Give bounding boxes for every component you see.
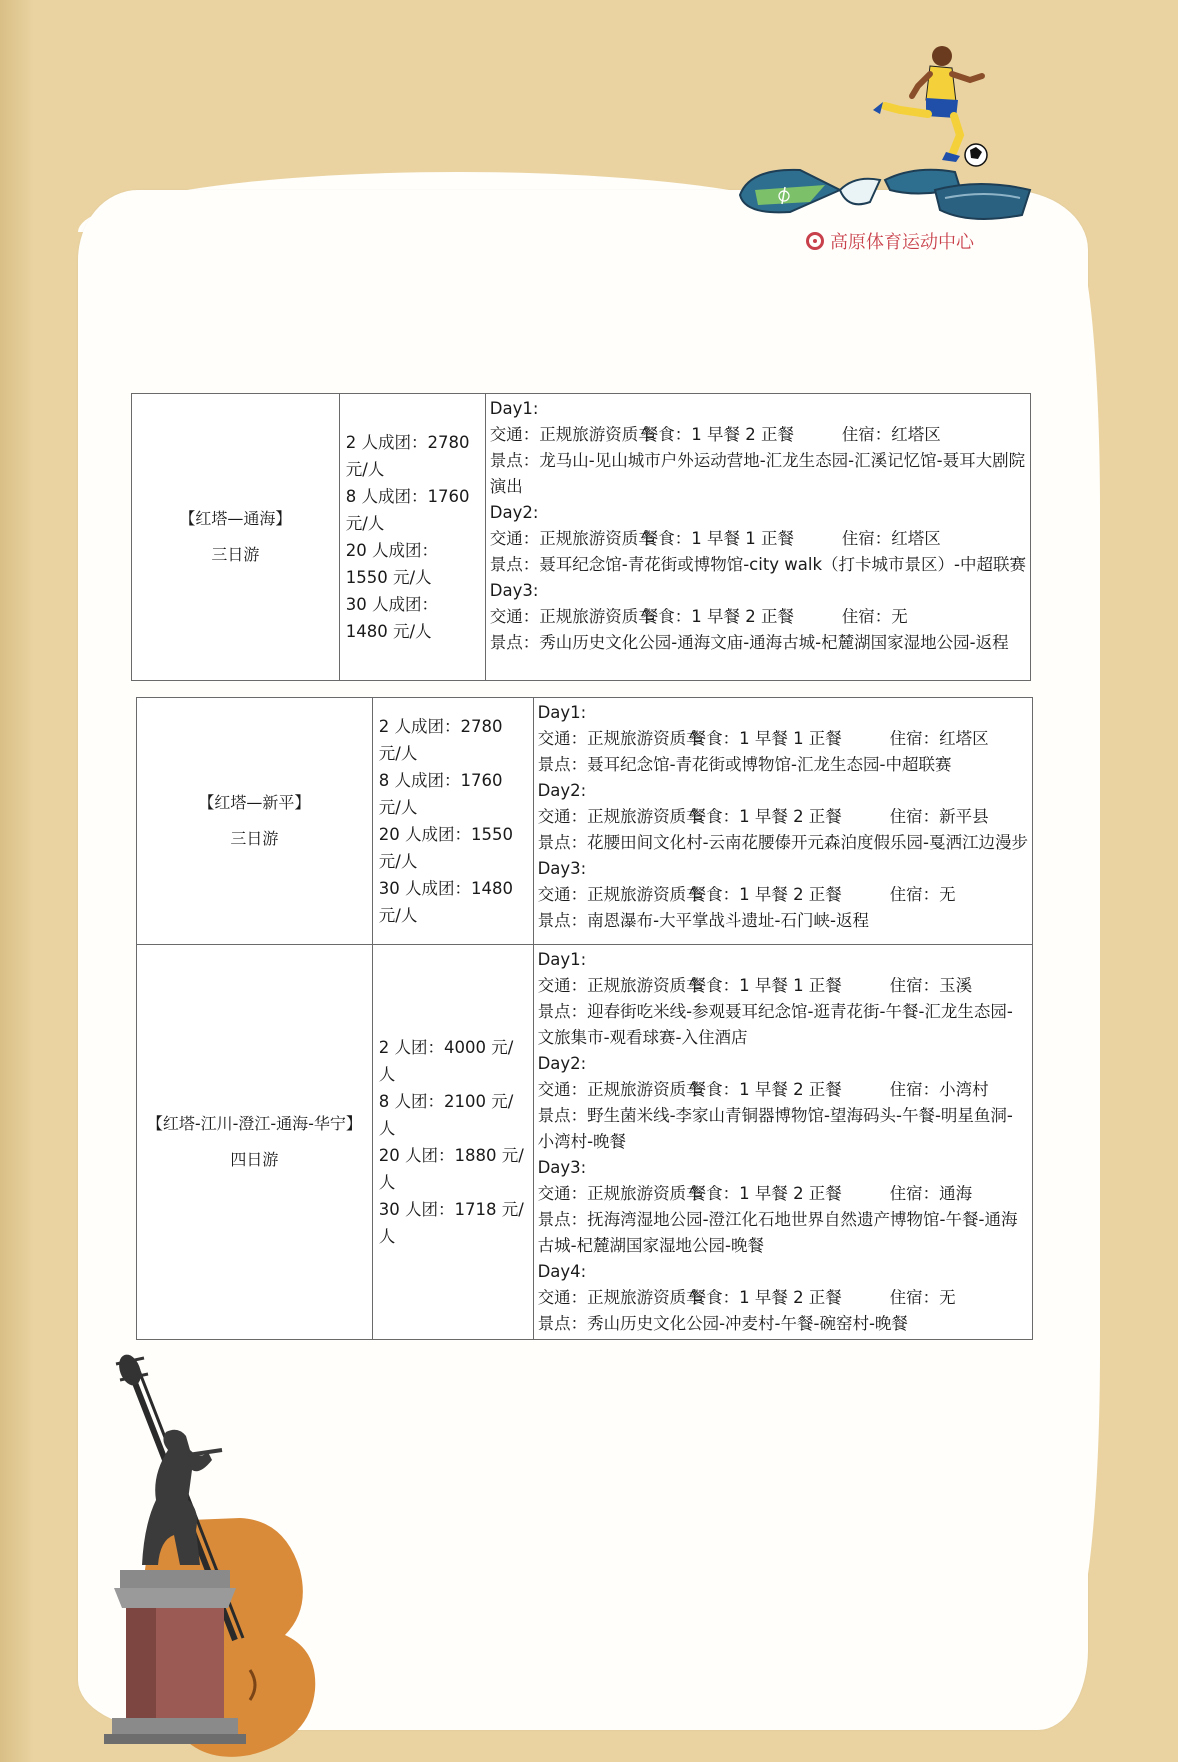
price-tier: 2 人成团：2780 元/人 xyxy=(378,717,503,763)
transport-info: 交通：正规旅游资质车 xyxy=(537,807,703,826)
meals-info: 餐食：1 早餐 1 正餐 xyxy=(689,729,842,748)
stay-info: 住宿：红塔区 xyxy=(841,425,941,444)
meals-info: 餐食：1 早餐 2 正餐 xyxy=(689,807,842,826)
footballer-icon xyxy=(873,46,987,166)
meals-info: 餐食：1 早餐 2 正餐 xyxy=(689,1184,842,1203)
stay-info: 住宿：玉溪 xyxy=(889,976,973,995)
transport-info: 交通：正规旅游资质车 xyxy=(537,729,703,748)
day-label: Day3: xyxy=(537,1158,587,1177)
meals-info: 餐食：1 早餐 1 正餐 xyxy=(689,976,842,995)
transport-info: 交通：正规旅游资质车 xyxy=(537,1080,703,1099)
sights-info: 景点：花腰田间文化村-云南花腰傣开元森泊度假乐园-戛洒江边漫步 xyxy=(537,833,1028,852)
paper-edge-right xyxy=(1040,230,1100,1630)
stay-info: 住宿：红塔区 xyxy=(841,529,941,548)
price-tier: 30 人成团：1480 元/人 xyxy=(345,595,438,641)
price-tier: 8 人成团：1760 元/人 xyxy=(345,487,470,533)
tour-table-1 xyxy=(131,393,1031,681)
day-label: Day3: xyxy=(489,581,539,600)
tour-itinerary-cell xyxy=(533,698,1032,945)
price-tier: 8 人成团：1760 元/人 xyxy=(378,771,503,817)
price-tier: 30 人成团：1480 元/人 xyxy=(378,879,514,925)
stay-info: 住宿：无 xyxy=(889,885,956,904)
tour-duration: 三日游 xyxy=(230,829,279,848)
price-tier: 2 人成团：2780 元/人 xyxy=(345,433,470,479)
stay-info: 住宿：通海 xyxy=(889,1184,973,1203)
transport-info: 交通：正规旅游资质车 xyxy=(489,607,655,626)
tour-itinerary-cell xyxy=(533,945,1032,1340)
stay-info: 住宿：无 xyxy=(889,1288,956,1307)
stay-info: 住宿：红塔区 xyxy=(889,729,989,748)
transport-info: 交通：正规旅游资质车 xyxy=(537,1184,703,1203)
tour-name-cell xyxy=(137,945,373,1340)
day-label: Day3: xyxy=(537,859,587,878)
location-pin-icon xyxy=(806,232,824,250)
sights-info: 景点：秀山历史文化公园-冲麦村-午餐-碗窑村-晚餐 xyxy=(537,1314,908,1333)
price-tier: 20 人成团：1550 元/人 xyxy=(345,541,438,587)
tour-price-cell xyxy=(372,945,533,1340)
violinist-statue-illustration xyxy=(100,1340,340,1760)
location-label: 高原体育运动中心 xyxy=(830,232,974,253)
sights-info: 景点：聂耳纪念馆-青花街或博物馆-汇龙生态园-中超联赛 xyxy=(537,755,952,774)
price-tier: 8 人团：2100 元/人 xyxy=(378,1092,514,1138)
tour-table-2 xyxy=(136,697,1033,1340)
tour-price-cell xyxy=(339,394,485,681)
stadium-icon xyxy=(740,170,1030,219)
sights-info: 景点：龙马山-见山城市户外运动营地-汇龙生态园-汇溪记忆馆-聂耳大剧院演出 xyxy=(489,451,1026,496)
location-tag xyxy=(806,228,974,254)
meals-info: 餐食：1 早餐 2 正餐 xyxy=(689,1288,842,1307)
table-row xyxy=(137,698,1033,945)
tour-name: 【红塔-江川-澄江-通海-华宁】 xyxy=(146,1114,362,1133)
transport-info: 交通：正规旅游资质车 xyxy=(537,1288,703,1307)
page-fold-shade xyxy=(0,0,34,1762)
tour-name-cell xyxy=(132,394,340,681)
table-row xyxy=(137,945,1033,1340)
table-row xyxy=(132,394,1031,681)
sights-info: 景点：迎春街吃米线-参观聂耳纪念馆-逛青花街-午餐-汇龙生态园-文旅集市-观看球赛-入住酒店 xyxy=(537,1002,1013,1047)
tour-name-cell xyxy=(137,698,373,945)
sights-info: 景点：聂耳纪念馆-青花街或博物馆-city walk（打卡城市景区）-中超联赛 xyxy=(489,555,1026,574)
meals-info: 餐食：1 早餐 2 正餐 xyxy=(689,1080,842,1099)
transport-info: 交通：正规旅游资质车 xyxy=(537,885,703,904)
day-label: Day4: xyxy=(537,1262,587,1281)
day-label: Day2: xyxy=(489,503,539,522)
stay-info: 住宿：小湾村 xyxy=(889,1080,989,1099)
sights-info: 景点：秀山历史文化公园-通海文庙-通海古城-杞麓湖国家湿地公园-返程 xyxy=(489,633,1009,652)
stay-info: 住宿：新平县 xyxy=(889,807,989,826)
meals-info: 餐食：1 早餐 1 正餐 xyxy=(641,529,794,548)
tour-name: 【红塔—通海】 xyxy=(179,509,292,528)
tour-name: 【红塔—新平】 xyxy=(198,793,311,812)
sights-info: 景点：南恩瀑布-大平掌战斗遗址-石门峡-返程 xyxy=(537,911,869,930)
price-tier: 20 人团：1880 元/人 xyxy=(378,1146,524,1192)
price-tier: 2 人团：4000 元/人 xyxy=(378,1038,514,1084)
tour-itinerary-cell xyxy=(485,394,1030,681)
tour-duration: 三日游 xyxy=(211,545,260,564)
sights-info: 景点：抚海湾湿地公园-澄江化石地世界自然遗产博物馆-午餐-通海古城-杞麓湖国家湿地公园-晚餐 xyxy=(537,1210,1018,1255)
tour-duration: 四日游 xyxy=(230,1150,279,1169)
stay-info: 住宿：无 xyxy=(841,607,908,626)
sights-info: 景点：野生菌米线-李家山青铜器博物馆-望海码头-午餐-明星鱼洞-小湾村-晚餐 xyxy=(537,1106,1013,1151)
price-tier: 30 人团：1718 元/人 xyxy=(378,1200,524,1246)
meals-info: 餐食：1 早餐 2 正餐 xyxy=(689,885,842,904)
day-label: Day1: xyxy=(537,703,587,722)
meals-info: 餐食：1 早餐 2 正餐 xyxy=(641,425,794,444)
day-label: Day1: xyxy=(537,950,587,969)
tour-price-cell xyxy=(372,698,533,945)
transport-info: 交通：正规旅游资质车 xyxy=(489,529,655,548)
price-tier: 20 人成团：1550 元/人 xyxy=(378,825,514,871)
transport-info: 交通：正规旅游资质车 xyxy=(537,976,703,995)
transport-info: 交通：正规旅游资质车 xyxy=(489,425,655,444)
day-label: Day2: xyxy=(537,781,587,800)
day-label: Day2: xyxy=(537,1054,587,1073)
meals-info: 餐食：1 早餐 2 正餐 xyxy=(641,607,794,626)
day-label: Day1: xyxy=(489,399,539,418)
